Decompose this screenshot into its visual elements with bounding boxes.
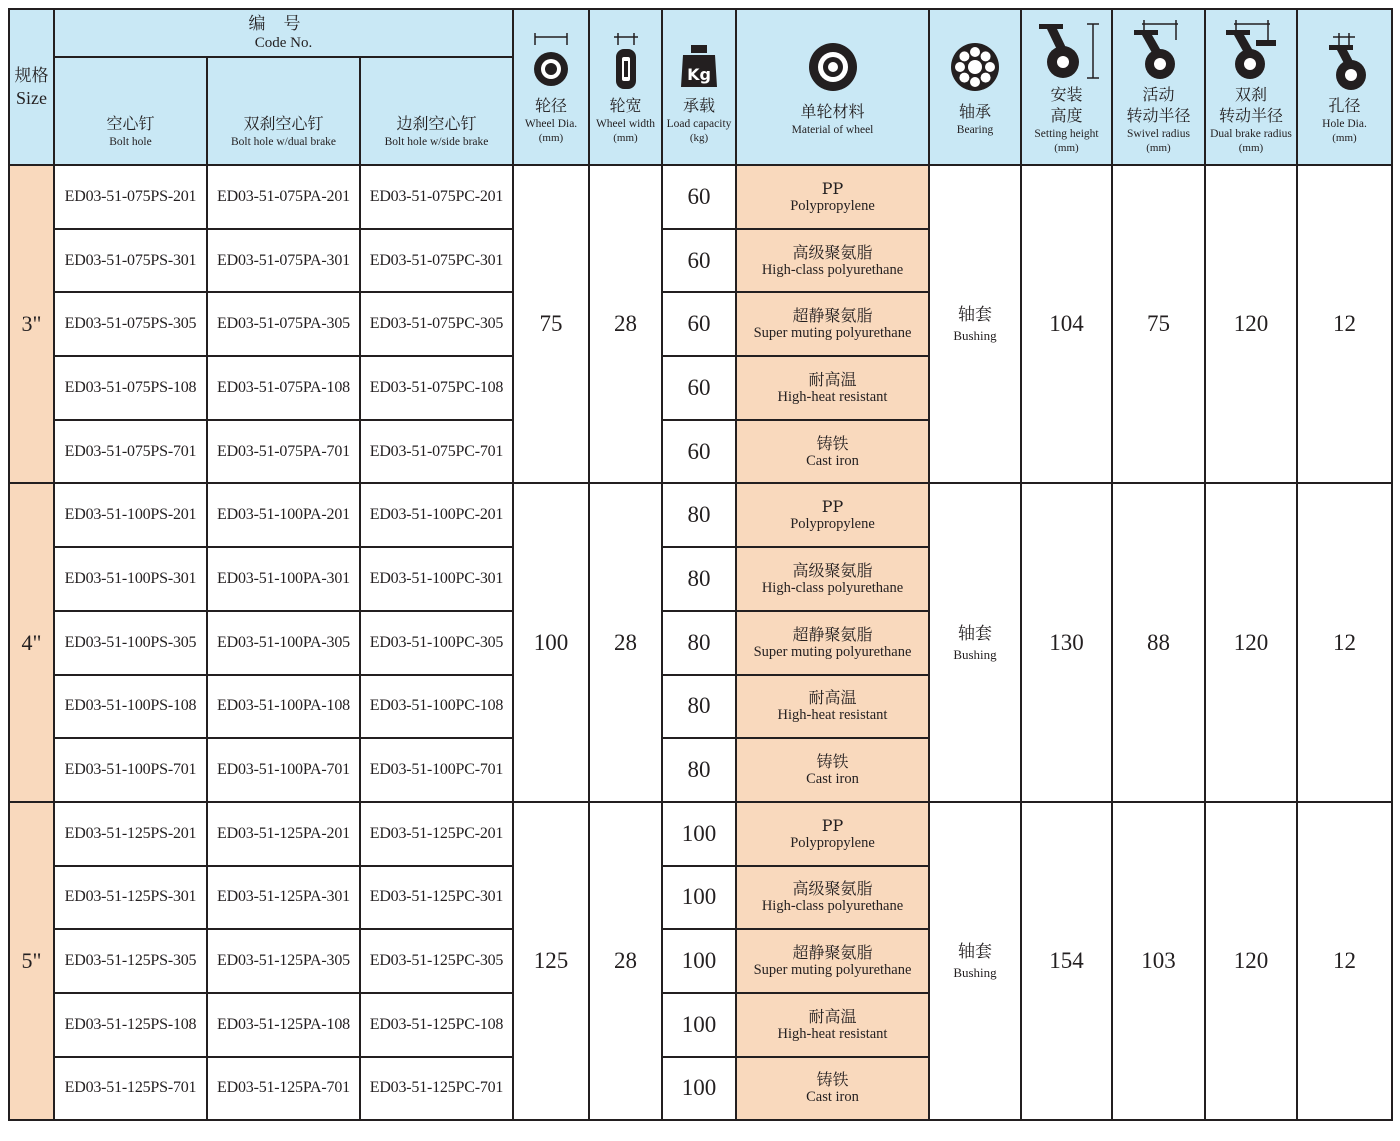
code-bolt-hole: ED03-51-100PS-305 (54, 611, 207, 675)
code-bolt-hole: ED03-51-100PS-301 (54, 547, 207, 611)
caster-swivel-icon (1124, 20, 1194, 82)
bearing-cell (929, 483, 1021, 801)
material-zh: 高级聚氨脂 (792, 242, 873, 262)
material-cell (736, 356, 929, 420)
code-bolt-hole-dual-brake: ED03-51-075PA-701 (207, 420, 360, 484)
code-bolt-hole: ED03-51-100PS-701 (54, 738, 207, 802)
wheel-width-icon (606, 31, 646, 93)
material-cell (736, 993, 929, 1057)
code-bolt-hole: ED03-51-125PS-108 (54, 993, 207, 1057)
load-capacity-value: 60 (662, 420, 736, 484)
material-en: Super muting polyurethane (753, 325, 912, 342)
material-en: High-class polyurethane (761, 261, 904, 278)
code-bolt-hole-side-brake: ED03-51-100PC-305 (360, 611, 513, 675)
material-zh: 超静聚氨脂 (792, 943, 873, 963)
code-bolt-hole-side-brake: ED03-51-125PC-301 (360, 866, 513, 930)
code-bolt-hole-dual-brake: ED03-51-075PA-301 (207, 229, 360, 293)
code-bolt-hole-side-brake: ED03-51-125PC-305 (360, 929, 513, 993)
material-cell (736, 229, 929, 293)
material-cell (736, 547, 929, 611)
material-zh: PP (821, 815, 844, 835)
code-bolt-hole: ED03-51-125PS-701 (54, 1057, 207, 1121)
load-capacity-value: 80 (662, 738, 736, 802)
material-en: Polypropylene (790, 516, 875, 533)
code-bolt-hole-dual-brake: ED03-51-125PA-201 (207, 802, 360, 866)
code-bolt-hole-dual-brake: ED03-51-100PA-108 (207, 675, 360, 739)
code-bolt-hole: ED03-51-075PS-305 (54, 292, 207, 356)
wheel-width-value: 28 (589, 483, 662, 801)
code-bolt-hole: ED03-51-125PS-201 (54, 802, 207, 866)
load-capacity-value: 100 (662, 802, 736, 866)
load-capacity-value: 60 (662, 229, 736, 293)
material-zh: 耐高温 (808, 1006, 857, 1026)
material-cell (736, 611, 929, 675)
code-bolt-hole-side-brake: ED03-51-075PC-108 (360, 356, 513, 420)
wheel-width-value: 28 (589, 165, 662, 483)
material-en: Cast iron (806, 1089, 859, 1106)
material-zh: 铸铁 (816, 1070, 849, 1090)
code-bolt-hole-dual-brake: ED03-51-100PA-701 (207, 738, 360, 802)
material-en: Super muting polyurethane (753, 962, 912, 979)
wheel-width-value: 28 (589, 802, 662, 1120)
load-capacity-value: 80 (662, 675, 736, 739)
material-en: Polypropylene (790, 834, 875, 851)
material-zh: 高级聚氨脂 (792, 560, 873, 580)
table-row (9, 802, 1392, 866)
hole-dia-value: 12 (1297, 165, 1392, 483)
code-bolt-hole-dual-brake: ED03-51-100PA-305 (207, 611, 360, 675)
material-zh: PP (821, 178, 844, 198)
code-bolt-hole: ED03-51-075PS-701 (54, 420, 207, 484)
material-zh: 耐高温 (808, 688, 857, 708)
code-bolt-hole: ED03-51-100PS-108 (54, 675, 207, 739)
size-cell: 4" (9, 483, 54, 801)
hole-dia-value: 12 (1297, 802, 1392, 1120)
material-cell (736, 292, 929, 356)
svg-text:Kg: Kg (687, 64, 711, 84)
code-bolt-hole-dual-brake: ED03-51-125PA-305 (207, 929, 360, 993)
code-bolt-hole-dual-brake: ED03-51-100PA-301 (207, 547, 360, 611)
material-en: Super muting polyurethane (753, 643, 912, 660)
wheel-material-icon (803, 37, 863, 99)
material-cell (736, 866, 929, 930)
dual-brake-radius-value: 120 (1205, 483, 1297, 801)
material-cell (736, 420, 929, 484)
header-wheel-width: 轮宽 Wheel width (mm) (589, 9, 662, 165)
code-bolt-hole-dual-brake: ED03-51-125PA-108 (207, 993, 360, 1057)
caster-hole-icon (1315, 31, 1375, 93)
material-zh: 超静聚氨脂 (792, 624, 873, 644)
material-cell (736, 1057, 929, 1121)
material-zh: 铸铁 (816, 752, 849, 772)
load-capacity-value: 60 (662, 356, 736, 420)
material-cell (736, 929, 929, 993)
code-bolt-hole-side-brake: ED03-51-075PC-201 (360, 165, 513, 229)
header-bolt-hole-dual-brake: 双刹空心钉 Bolt hole w/dual brake (207, 57, 360, 165)
caster-spec-table (8, 8, 1393, 1121)
weight-kg-icon (677, 31, 721, 93)
wheel-dia-value: 125 (513, 802, 589, 1120)
material-en: High-class polyurethane (761, 898, 904, 915)
load-capacity-value: 100 (662, 929, 736, 993)
header-load-capacity: Kg 承载 Load capacity (kg) (662, 9, 736, 165)
code-bolt-hole-side-brake: ED03-51-100PC-201 (360, 483, 513, 547)
material-zh: 铸铁 (816, 433, 849, 453)
load-capacity-value: 80 (662, 547, 736, 611)
dual-brake-radius-value: 120 (1205, 802, 1297, 1120)
code-bolt-hole: ED03-51-125PS-305 (54, 929, 207, 993)
material-cell (736, 802, 929, 866)
code-bolt-hole-side-brake: ED03-51-125PC-201 (360, 802, 513, 866)
header-hole-dia: 孔径 Hole Dia. (mm) (1297, 9, 1392, 165)
load-capacity-value: 100 (662, 866, 736, 930)
material-en: High-class polyurethane (761, 579, 904, 596)
swivel-radius-value: 75 (1112, 165, 1205, 483)
wheel-diameter-icon (529, 31, 573, 93)
setting-height-value: 104 (1021, 165, 1112, 483)
swivel-radius-value: 103 (1112, 802, 1205, 1120)
code-bolt-hole-side-brake: ED03-51-125PC-108 (360, 993, 513, 1057)
bearing-en: Bushing (953, 328, 997, 344)
bearing-zh: 轴套 (958, 305, 992, 326)
code-bolt-hole: ED03-51-125PS-301 (54, 866, 207, 930)
code-bolt-hole-dual-brake: ED03-51-100PA-201 (207, 483, 360, 547)
material-zh: 耐高温 (808, 369, 857, 389)
header-size: 规格 Size (9, 9, 54, 165)
header-setting-height: 安装 高度 Setting height (mm) (1021, 9, 1112, 165)
dual-brake-radius-value: 120 (1205, 165, 1297, 483)
material-zh: 超静聚氨脂 (792, 306, 873, 326)
load-capacity-value: 80 (662, 611, 736, 675)
wheel-dia-value: 100 (513, 483, 589, 801)
load-capacity-value: 80 (662, 483, 736, 547)
code-bolt-hole-side-brake: ED03-51-100PC-701 (360, 738, 513, 802)
caster-brake-icon (1216, 20, 1286, 82)
load-capacity-value: 100 (662, 1057, 736, 1121)
code-bolt-hole-side-brake: ED03-51-075PC-301 (360, 229, 513, 293)
header-material: 单轮材料 Material of wheel (736, 9, 929, 165)
bearing-en: Bushing (953, 646, 997, 662)
code-bolt-hole-side-brake: ED03-51-075PC-305 (360, 292, 513, 356)
swivel-radius-value: 88 (1112, 483, 1205, 801)
material-zh: PP (821, 497, 844, 517)
table-row (9, 165, 1392, 229)
material-en: Cast iron (806, 452, 859, 469)
size-cell: 5" (9, 802, 54, 1120)
header-wheel-dia: 轮径 Wheel Dia. (mm) (513, 9, 589, 165)
header-bearing: 轴承 Bearing (929, 9, 1021, 165)
header-bolt-hole: 空心钉 Bolt hole (54, 57, 207, 165)
code-bolt-hole-dual-brake: ED03-51-125PA-701 (207, 1057, 360, 1121)
material-en: High-heat resistant (777, 388, 888, 405)
hole-dia-value: 12 (1297, 483, 1392, 801)
code-bolt-hole-dual-brake: ED03-51-125PA-301 (207, 866, 360, 930)
load-capacity-value: 100 (662, 993, 736, 1057)
code-bolt-hole: ED03-51-075PS-108 (54, 356, 207, 420)
code-bolt-hole: ED03-51-075PS-201 (54, 165, 207, 229)
caster-height-icon (1027, 20, 1107, 82)
material-cell (736, 165, 929, 229)
material-en: Polypropylene (790, 197, 875, 214)
spec-table-body (9, 165, 1392, 1120)
header-code-no: 编号 Code No. (54, 9, 513, 57)
material-en: High-heat resistant (777, 707, 888, 724)
code-bolt-hole-side-brake: ED03-51-075PC-701 (360, 420, 513, 484)
code-bolt-hole-dual-brake: ED03-51-075PA-201 (207, 165, 360, 229)
code-bolt-hole: ED03-51-100PS-201 (54, 483, 207, 547)
code-bolt-hole-dual-brake: ED03-51-075PA-305 (207, 292, 360, 356)
setting-height-value: 130 (1021, 483, 1112, 801)
material-cell (736, 675, 929, 739)
code-bolt-hole-side-brake: ED03-51-100PC-301 (360, 547, 513, 611)
code-bolt-hole-side-brake: ED03-51-125PC-701 (360, 1057, 513, 1121)
bearing-cell (929, 802, 1021, 1120)
code-bolt-hole-side-brake: ED03-51-100PC-108 (360, 675, 513, 739)
bearing-zh: 轴套 (958, 623, 992, 644)
bearing-cell (929, 165, 1021, 483)
code-bolt-hole-dual-brake: ED03-51-075PA-108 (207, 356, 360, 420)
material-cell (736, 483, 929, 547)
material-en: Cast iron (806, 771, 859, 788)
header-swivel-radius: 活动 转动半径 Swivel radius (mm) (1112, 9, 1205, 165)
header-bolt-hole-side-brake: 边刹空心钉 Bolt hole w/side brake (360, 57, 513, 165)
material-en: High-heat resistant (777, 1025, 888, 1042)
bearing-zh: 轴套 (958, 942, 992, 963)
material-zh: 高级聚氨脂 (792, 879, 873, 899)
header-dual-brake-radius: 双刹 转动半径 Dual brake radius (mm) (1205, 9, 1297, 165)
setting-height-value: 154 (1021, 802, 1112, 1120)
code-bolt-hole: ED03-51-075PS-301 (54, 229, 207, 293)
table-row (9, 483, 1392, 547)
bearing-icon (947, 37, 1003, 99)
size-cell: 3" (9, 165, 54, 483)
load-capacity-value: 60 (662, 165, 736, 229)
material-cell (736, 738, 929, 802)
wheel-dia-value: 75 (513, 165, 589, 483)
load-capacity-value: 60 (662, 292, 736, 356)
bearing-en: Bushing (953, 965, 997, 981)
